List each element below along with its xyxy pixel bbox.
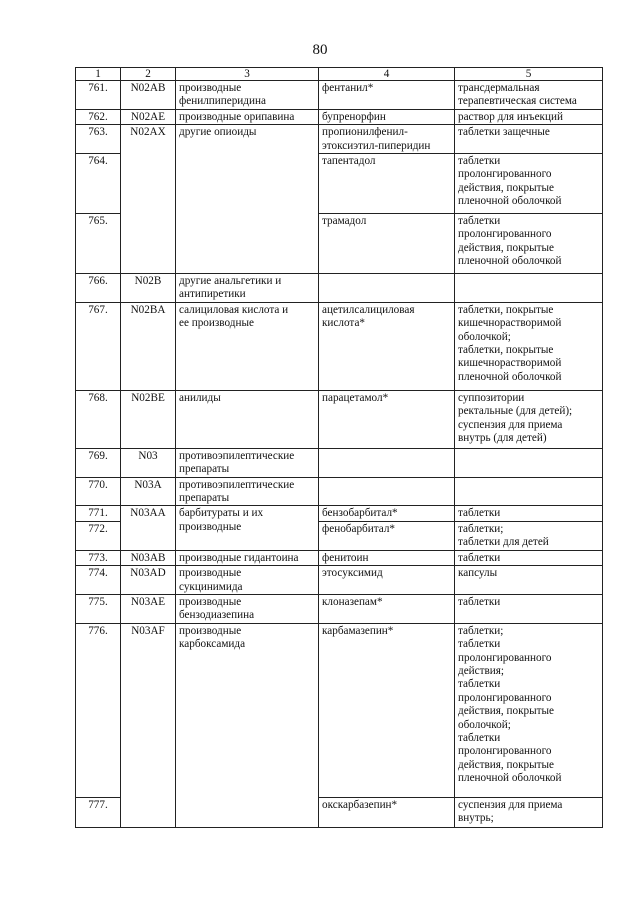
dosage-form	[455, 109, 603, 124]
table-row	[76, 81, 603, 110]
dosage-form-line: таблетки защечные	[458, 126, 550, 139]
pharmacological-group-line: производные	[179, 520, 242, 533]
dosage-form-line: таблетки, покрытые	[458, 344, 554, 357]
drug-name	[319, 594, 455, 623]
dosage-form-line: действия, покрытые	[458, 758, 555, 771]
column-header: 4	[319, 68, 455, 81]
drug-name-line: бензобарбитал*	[322, 507, 398, 520]
atc-code: N02B	[121, 274, 176, 303]
pharmacological-group-line: сукцинимида	[179, 580, 243, 593]
dosage-form-line: суспензия для приема	[458, 798, 563, 811]
column-header: 3	[176, 68, 319, 81]
pharmacological-group-line: производные	[179, 567, 242, 580]
drug-name-line: окскарбазепин*	[322, 798, 398, 811]
dosage-form-line: трансдермальная	[458, 82, 540, 94]
dosage-form	[455, 214, 603, 274]
dosage-form	[455, 506, 603, 521]
dosage-form-line: оболочкой;	[458, 718, 511, 731]
drug-name-line: бупренорфин	[322, 110, 386, 123]
pharmacological-group-line: антипиретики	[179, 288, 246, 301]
atc-code: N02AX	[121, 125, 176, 274]
pharmacological-group	[176, 109, 319, 124]
dosage-form-line: внутрь (для детей)	[458, 432, 547, 445]
drug-name	[319, 506, 455, 521]
dosage-form-line: пленочной оболочкой	[458, 255, 562, 268]
dosage-form	[455, 125, 603, 154]
atc-code: N02BE	[121, 390, 176, 448]
drug-name-line: этоксиэтил-пиперидин	[322, 139, 431, 152]
dosage-form-line: действия, покрытые	[458, 705, 555, 718]
atc-code: N03AF	[121, 623, 176, 827]
drug-name-line: кислота*	[322, 317, 366, 330]
drug-name	[319, 566, 455, 595]
dosage-form-line: пролонгированного	[458, 651, 552, 664]
pharmacological-group-line: препараты	[179, 463, 230, 476]
drug-name-line: клоназепам*	[322, 595, 383, 608]
dosage-form-line: таблетки	[458, 731, 501, 744]
atc-code: N02AB	[121, 81, 176, 110]
dosage-form-line: действия, покрытые	[458, 181, 555, 194]
atc-code: N03AA	[121, 506, 176, 550]
pharmacological-group	[176, 81, 319, 110]
dosage-form-line: раствор для инъекций	[458, 110, 563, 123]
pharmacological-group-line: другие анальгетики и	[179, 275, 282, 288]
atc-code: N03AD	[121, 566, 176, 595]
dosage-form-line: таблетки	[458, 155, 501, 168]
dosage-form-line: таблетки, покрытые	[458, 303, 554, 316]
atc-code: N03AE	[121, 594, 176, 623]
table-row	[76, 477, 603, 506]
atc-code: N02AE	[121, 109, 176, 124]
pharmacological-group	[176, 550, 319, 565]
dosage-form	[455, 274, 603, 303]
dosage-form-line: пленочной оболочкой	[458, 370, 562, 383]
dosage-form-line: внутрь;	[458, 812, 494, 825]
table-row	[76, 550, 603, 565]
dosage-form-line: действия;	[458, 664, 505, 677]
atc-code: N03A	[121, 477, 176, 506]
pharmacological-group-line: производные	[179, 624, 242, 637]
pharmacological-group-line: фенилпиперидина	[179, 95, 266, 108]
dosage-form	[455, 594, 603, 623]
dosage-form	[455, 566, 603, 595]
row-number: 777.	[76, 797, 121, 827]
pharmacological-group-line: карбоксамида	[179, 638, 246, 651]
drug-name	[319, 81, 455, 110]
table-row	[76, 623, 603, 797]
drug-name-line: этосуксимид	[322, 567, 383, 580]
dosage-form-line: таблетки	[458, 507, 501, 520]
row-number: 771.	[76, 506, 121, 521]
dosage-form	[455, 448, 603, 477]
dosage-form	[455, 390, 603, 448]
dosage-form-line: кишечнорастворимой	[458, 317, 562, 330]
dosage-form-line: таблетки	[458, 551, 501, 564]
drug-name-line: ацетилсалициловая	[322, 303, 415, 316]
dosage-form	[455, 477, 603, 506]
row-number: 765.	[76, 214, 121, 274]
dosage-form-line: пролонгированного	[458, 168, 552, 181]
table-row	[76, 302, 603, 390]
row-number: 772.	[76, 521, 121, 550]
dosage-form-line: пролонгированного	[458, 228, 552, 241]
dosage-form-line: суспензия для приема	[458, 418, 563, 431]
drug-name-line: пропионилфенил-	[322, 126, 408, 139]
atc-code: N03AB	[121, 550, 176, 565]
column-header: 1	[76, 68, 121, 81]
drug-name	[319, 125, 455, 154]
drug-name	[319, 550, 455, 565]
drug-name	[319, 797, 455, 827]
pharmacological-group	[176, 125, 319, 274]
pharmacological-group-line: бензодиазепина	[179, 609, 255, 622]
drug-name	[319, 477, 455, 506]
drug-name-line: парацетамол*	[322, 391, 389, 404]
pharmacological-group-line: салициловая кислота и	[179, 303, 289, 316]
dosage-form-line: пленочной оболочкой	[458, 772, 562, 785]
drug-name	[319, 214, 455, 274]
pharmacological-group-line: производные гидантоина	[179, 551, 299, 564]
pharmacological-group-line: ее производные	[179, 317, 254, 330]
drug-name	[319, 274, 455, 303]
table-row	[76, 506, 603, 521]
row-number: 769.	[76, 448, 121, 477]
dosage-form	[455, 797, 603, 827]
pharmacological-group-line: производные орипавина	[179, 110, 295, 123]
dosage-form-line: таблетки для детей	[458, 536, 549, 549]
row-number: 761.	[76, 81, 121, 110]
drug-name-line: фенобарбитал*	[322, 522, 395, 535]
pharmacological-group	[176, 566, 319, 595]
pharmacological-group	[176, 274, 319, 303]
drug-name	[319, 623, 455, 797]
dosage-form-line: кишечнорастворимой	[458, 357, 562, 370]
pharmacological-group-line: анилиды	[179, 391, 221, 404]
row-number: 770.	[76, 477, 121, 506]
pharmacological-group-line: препараты	[179, 492, 230, 505]
pharmacological-group-line: противоэпилептические	[179, 478, 295, 491]
pharmacological-group-line: производные	[179, 595, 242, 608]
drug-name	[319, 154, 455, 214]
pharmacological-group	[176, 302, 319, 390]
dosage-form-line: таблетки	[458, 595, 501, 608]
drug-name	[319, 302, 455, 390]
dosage-form-line: пролонгированного	[458, 745, 552, 758]
drug-name	[319, 448, 455, 477]
page-number: 80	[312, 42, 328, 58]
atc-code: N03	[121, 448, 176, 477]
dosage-form-line: таблетки;	[458, 624, 504, 637]
row-number: 776.	[76, 623, 121, 797]
dosage-form-line: таблетки	[458, 638, 501, 651]
pharmacological-group-line: производные	[179, 82, 242, 94]
row-number: 764.	[76, 154, 121, 214]
drug-name-line: трамадол	[322, 215, 367, 228]
dosage-form-line: таблетки;	[458, 522, 504, 535]
dosage-form	[455, 302, 603, 390]
table-row	[76, 109, 603, 124]
table-row	[76, 274, 603, 303]
row-number: 767.	[76, 302, 121, 390]
table-row	[76, 566, 603, 595]
drug-table	[75, 67, 603, 828]
row-number: 762.	[76, 109, 121, 124]
table-header-row	[76, 68, 603, 81]
dosage-form	[455, 521, 603, 550]
dosage-form-line: капсулы	[458, 567, 498, 580]
drug-name	[319, 521, 455, 550]
pharmacological-group	[176, 506, 319, 550]
dosage-form	[455, 550, 603, 565]
column-header: 2	[121, 68, 176, 81]
pharmacological-group	[176, 448, 319, 477]
dosage-form	[455, 154, 603, 214]
table-row	[76, 125, 603, 154]
drug-name-line: фенитоин	[322, 551, 369, 564]
pharmacological-group	[176, 477, 319, 506]
row-number: 768.	[76, 390, 121, 448]
pharmacological-group	[176, 594, 319, 623]
row-number: 774.	[76, 566, 121, 595]
row-number: 763.	[76, 125, 121, 154]
atc-code: N02BA	[121, 302, 176, 390]
pharmacological-group	[176, 390, 319, 448]
column-header: 5	[455, 68, 603, 81]
dosage-form-line: суппозитории	[458, 391, 525, 404]
drug-name	[319, 109, 455, 124]
drug-name-line: тапентадол	[322, 155, 376, 168]
dosage-form-line: пленочной оболочкой	[458, 195, 562, 208]
pharmacological-group-line: барбитураты и их	[179, 507, 264, 520]
table-row	[76, 448, 603, 477]
drug-name-line: карбамазепин*	[322, 624, 394, 637]
dosage-form-line: оболочкой;	[458, 330, 511, 343]
table-row	[76, 390, 603, 448]
pharmacological-group-line: противоэпилептические	[179, 449, 295, 462]
dosage-form-line: таблетки	[458, 678, 501, 691]
dosage-form	[455, 623, 603, 797]
pharmacological-group-line: другие опиоиды	[179, 126, 257, 139]
row-number: 775.	[76, 594, 121, 623]
row-number: 766.	[76, 274, 121, 303]
dosage-form	[455, 81, 603, 110]
drug-name-line: фентанил*	[322, 82, 374, 94]
dosage-form-line: ректальные (для детей);	[458, 405, 573, 418]
dosage-form-line: действия, покрытые	[458, 241, 555, 254]
row-number: 773.	[76, 550, 121, 565]
dosage-form-line: пролонгированного	[458, 691, 552, 704]
pharmacological-group	[176, 623, 319, 827]
drug-name	[319, 390, 455, 448]
dosage-form-line: таблетки	[458, 215, 501, 228]
table-row	[76, 594, 603, 623]
dosage-form-line: терапевтическая система	[458, 95, 577, 108]
